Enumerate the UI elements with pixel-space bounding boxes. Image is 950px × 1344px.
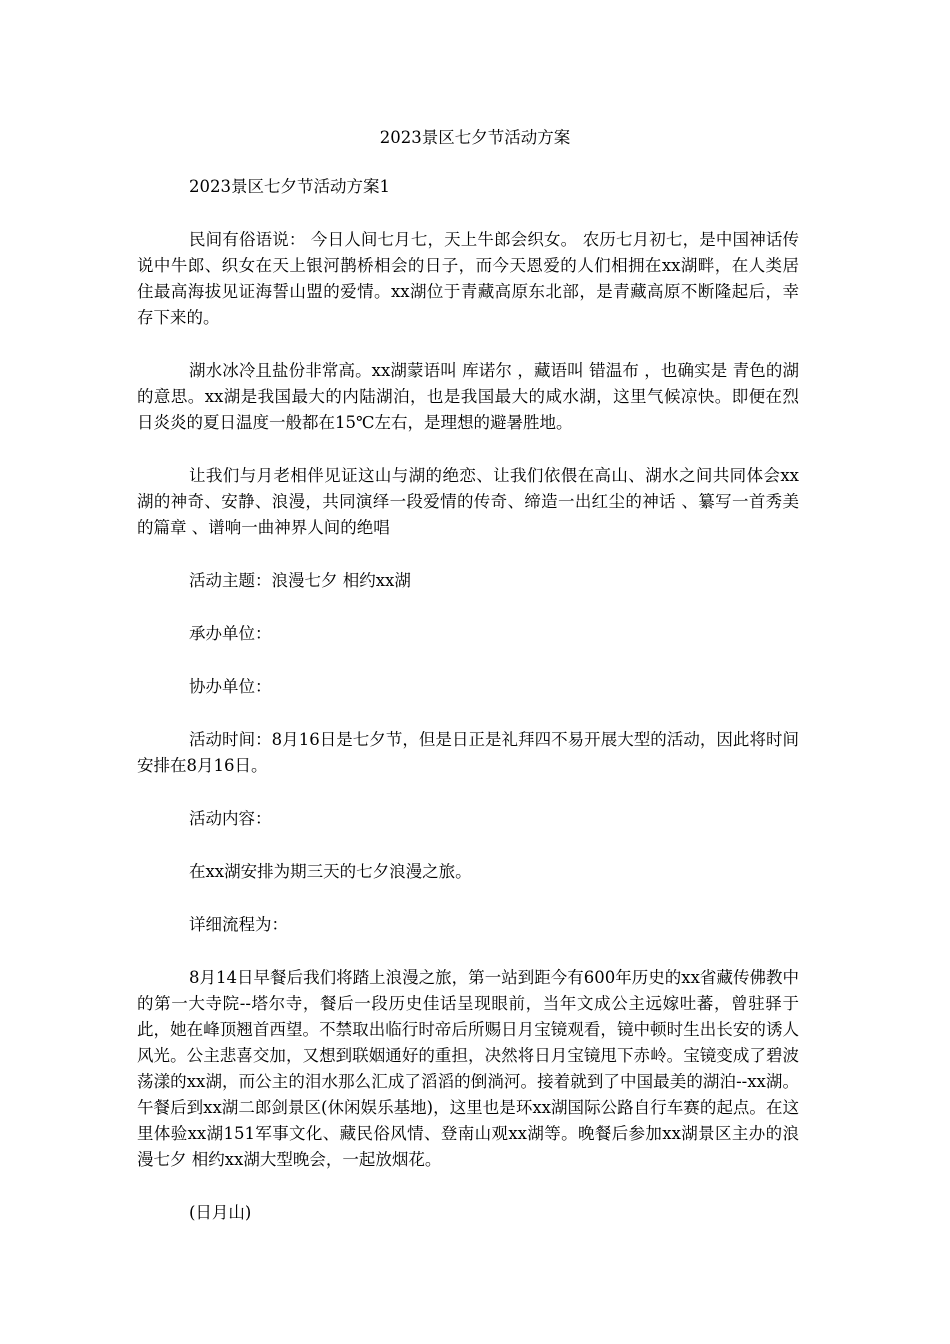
co-organizer-label: 协办单位： — [189, 677, 272, 696]
activity-content: 在xx湖安排为期三天的七夕浪漫之旅。 — [189, 862, 472, 881]
invitation-paragraph: 让我们与月老相伴见证这山与湖的绝恋、让我们依偎在高山、湖水之间共同体会xx湖的神奇、安静、浪漫，共同演绎一段爱情的传奇、缔造一出红尘的神话 、纂写一首秀美的篇章 、谱响一曲神界人间的绝唱 — [137, 466, 799, 537]
lake-description-paragraph: 湖水冰冷且盐份非常高。xx湖蒙语叫 库诺尔 ，藏语叫 错温布 ，也确实是 青色的湖 的意思。xx湖是我国最大的内陆湖泊，也是我国最大的咸水湖，这里气候凉快。即便在烈日炎炎的夏日温度一般都在15℃左右，是理想的避暑胜地。 — [137, 361, 799, 432]
location-note: (日月山) — [189, 1203, 252, 1222]
intro-paragraph: 民间有俗语说： 今日人间七月七，天上牛郎会织女。 农历七月初七，是中国神话传说中牛郎、织女在天上银河鹊桥相会的日子，而今天恩爱的人们相拥在xx湖畔，在人类居住最高海拔见证海誓山盟的爱情。xx湖位于青藏高原东北部，是青藏高原不断隆起后，幸存下来的。 — [137, 230, 799, 327]
organizer-label: 承办单位： — [189, 624, 272, 643]
document-body — [137, 174, 799, 1253]
detailed-process-label: 详细流程为： — [189, 915, 288, 934]
activity-time: 活动时间：8月16日是七夕节，但是日正是礼拜四不易开展大型的活动，因此将时间安排在8月16日。 — [137, 730, 799, 775]
itinerary-paragraph: 8月14日早餐后我们将踏上浪漫之旅，第一站到距今有600年历史的xx省藏传佛教中的第一大寺院--塔尔寺，餐后一段历史佳话呈现眼前，当年文成公主远嫁吐蕃，曾驻驿于此，她在峰顶翘首西望。不禁取出临行时帝后所赐日月宝镜观看，镜中顿时生出长安的诱人风光。公主悲喜交加，又想到联姻通好的重担，决然将日月宝镜甩下赤岭。宝镜变成了碧波荡漾的xx湖，而公主的泪水那么汇成了滔滔的倒淌河。接着就到了中国最美的湖泊--xx湖。午餐后到xx湖二郎剑景区(休闲娱乐基地)，这里也是环xx湖国际公路自行车赛的起点。在这里体验xx湖151军事文化、藏民俗风情、登南山观xx湖等。晚餐后参加xx湖景区主办的浪漫七夕 相约xx湖大型晚会，一起放烟花。 — [137, 968, 799, 1169]
activity-content-label: 活动内容： — [189, 809, 272, 828]
activity-theme: 活动主题：浪漫七夕 相约xx湖 — [189, 571, 411, 590]
section-heading: 2023景区七夕节活动方案1 — [189, 177, 390, 196]
document-title: 2023景区七夕节活动方案 — [379, 128, 571, 147]
